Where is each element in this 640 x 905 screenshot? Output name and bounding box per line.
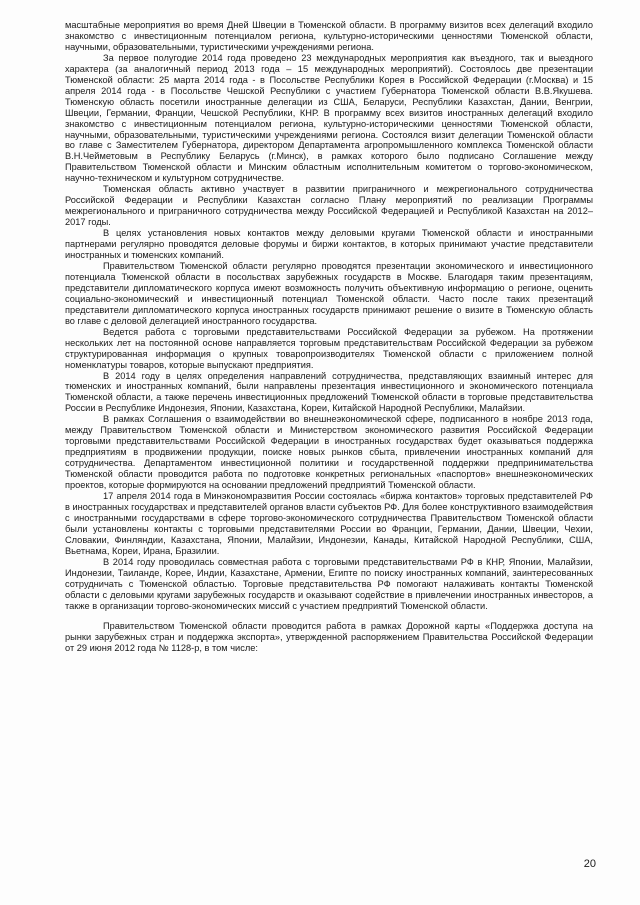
page-number: 20 [583, 858, 596, 870]
paragraph-3: Тюменская область активно участвует в развитии приграничного и межрегионального сотрудничества Российской Федерации и Республики Казахстан согласно Плану мероприятий по реализации Программы межрегионального и приграничного сотрудничества между Российской Федерацией и Республикой Казахстан на 2012–2017 годы. [65, 184, 593, 228]
paragraph-7: В 2014 году в целях определения направлений сотрудничества, представляющих взаимный интерес для тюменских и иностранных компаний, были направлены презентация инвестиционного и экономического потенциала Тюменской области, а также перечень инвестиционных предложений Тюменской области в торговые представительства России в Республике Индонезия, Японии, Казахстана, Кореи, Китайской Народной Республики, Малайзии. [65, 370, 593, 414]
paragraph-6: Ведется работа с торговыми представительствами Российской Федерации за рубежом. На протяжении нескольких лет на постоянной основе направляется торговым представительствам Российской Федерации за рубежом структурированная информация о крупных товаропроизводителях Тюменской области с приложением полной номенклатуры товаров, которые выпускают предприятия. [65, 326, 593, 370]
paragraph-10: В 2014 году проводилась совместная работа с торговыми представительствами РФ в КНР, Японии, Малайзии, Индонезии, Таиланде, Корее, Индии, Казахстане, Армении, Египте по поиску иностранных компаний, заинтересованных сотрудничать с Тюменской областью. Торговые представительства РФ помогают налаживать контакты Тюменской области с деловыми кругами зарубежных государств и оказывают содействие в привлечении иностранных инвесторов, а также в организации торгово-экономических миссий с участием предприятий Тюменской области. [65, 556, 593, 611]
paragraph-5: Правительством Тюменской области регулярно проводятся презентации экономического и инвестиционного потенциала Тюменской области в посольствах зарубежных государств в Москве. Благодаря таким презентациям, представители дипломатического корпуса имеют возможность получить объективную информацию о регионе, оценить социально-экономический и инвестиционный потенциал Тюменской области. Часто после таких презентаций представители дипломатического корпуса иностранных государств принимают решение о визите в Тюменскую область во главе с деловой делегацией иностранного государства. [65, 260, 593, 326]
paragraph-8: В рамках Соглашения о взаимодействии во внешнеэкономической сфере, подписанного в ноябре 2013 года, между Правительством Тюменской области и Министерством экономического развития Российской Федерации торговыми представительствами Российской Федерации в иностранных государствах будет оказываться поддержка предприятиям в продвижении продукции, поиске новых рынков сбыта, привлечении иностранных компаний для сотрудничества. Департаментом инвестиционной политики и государственной поддержки предпринимательства Тюменской области проводится работа по подготовке конкретных региональных «паспортов» внешнеэкономических проектов, которые формируются на основании предложений предприятий Тюменской области. [65, 414, 593, 491]
paragraph-9: 17 апреля 2014 года в Минэкономразвития России состоялась «биржа контактов» торговых представителей РФ в иностранных государствах и представителей органов власти субъектов РФ. Для более конструктивного взаимодействия с иностранными государствами в сфере торгово-экономического сотрудничества Правительством Тюменской области были установлены контакты с торговыми представителями России во Франции, Германии, Дании, Швеции, Чехии, Словакии, Финляндии, Казахстана, Японии, Малайзии, Индонезии, Канады, Китайской Народной Республики, США, Вьетнама, Кореи, Ирана, Бразилии. [65, 490, 593, 556]
paragraph-11: Правительством Тюменской области проводится работа в рамках Дорожной карты «Поддержка доступа на рынки зарубежных стран и поддержка экспорта», утвержденной распоряжением Правительства Российской Федерации от 29 июня 2012 года № 1128-р, в том числе: [65, 621, 593, 654]
paragraph-4: В целях установления новых контактов между деловыми кругами Тюменской области и иностранными партнерами регулярно проводятся деловые форумы и биржи контактов, в которых принимают участие представители иностранных и тюменских компаний. [65, 228, 593, 261]
paragraph-1: масштабные мероприятия во время Дней Швеции в Тюменской области. В программу визитов всех делегаций входило знакомство с инвестиционным потенциалом региона, культурно-историческими ценностями Тюменской области, научными, образовательными, туристическими учреждениями региона. [65, 20, 593, 52]
document-body [65, 20, 593, 654]
paragraph-2: За первое полугодие 2014 года проведено 23 международных мероприятия как въездного, так и выездного характера (за аналогичный период 2013 года – 15 международных мероприятий). Состоялось две презентации Тюменской области: 25 марта 2014 года - в Посольстве Республики Корея в Российской Федерации (г.Москва) и 15 апреля 2014 года - в Посольстве Чешской Республики с участием Губернатора Тюменской области В.В.Якушева. Тюменскую область посетили иностранные делегации из США, Беларуси, Республики Казахстан, Дании, Венгрии, Швеции, Германии, Франции, Чешской Республики, КНР. В программу всех визитов иностранных делегаций входило знакомство с инвестиционным потенциалом региона, культурно-историческими ценностями Тюменской области, научными, образовательными, туристическими учреждениями региона. Состоялся визит делегации Тюменской области во главе с Заместителем Губернатора, директором Департамента агропромышленного комплекса Тюменской области В.Н.Чейметовым в Республику Беларусь (г.Минск), в рамках которого было подписано Соглашение между Правительством Тюменской области и Минским областным исполнительным комитетом о торгово-экономическом, научно-техническом и культурном сотрудничестве. [65, 52, 593, 184]
